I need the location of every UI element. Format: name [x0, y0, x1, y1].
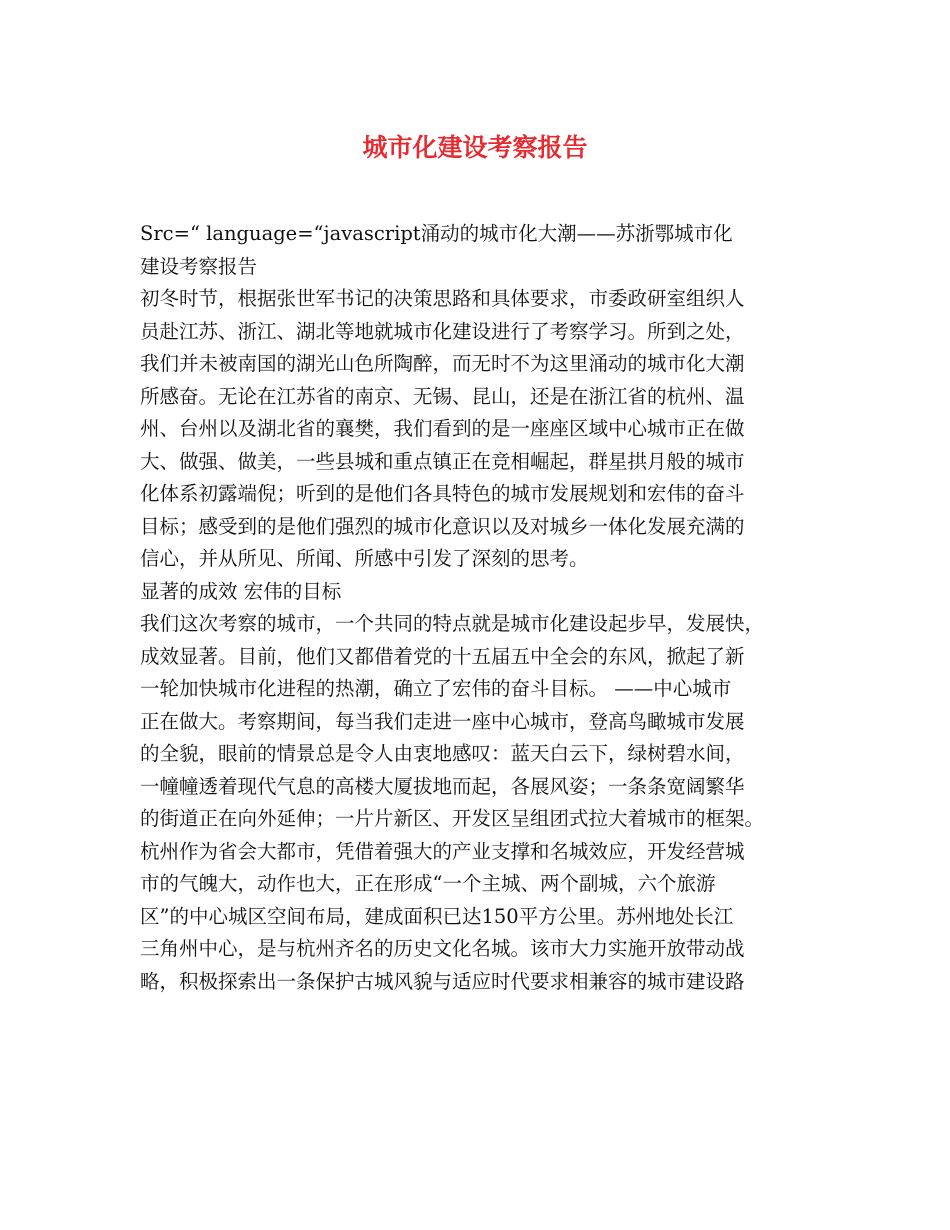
body-line: 所感奋。无论在江苏省的南京、无锡、昆山，还是在浙江省的杭州、温	[140, 384, 745, 408]
body-line: 杭州作为省会大都市，凭借着强大的产业支撑和名城效应，开发经营城	[140, 839, 745, 863]
body-line: 三角州中心，是与杭州齐名的历史文化名城。该市大力实施开放带动战	[140, 937, 745, 960]
body-line: 的街道正在向外延伸；一片片新区、开发区呈组团式拉大着城市的框架。	[140, 807, 765, 830]
body-line: 目标；感受到的是他们强烈的城市化意识以及对城乡一体化发展充满的	[140, 514, 745, 538]
body-line: 化体系初露端倪；听到的是他们各具特色的城市发展规划和宏伟的奋斗	[140, 482, 745, 505]
body-line: 员赴江苏、浙江、湖北等地就城市化建设进行了考察学习。所到之处，	[140, 319, 745, 343]
body-line: 的全貌，眼前的情景总是令人由衷地感叹：蓝天白云下，绿树碧水间，	[140, 742, 745, 765]
body-line: 区”的中心城区空间布局，建成面积已达150平方公里。苏州地处长江	[140, 904, 734, 928]
body-line: 成效显著。目前，他们又都借着党的十五届五中全会的东风，掀起了新	[140, 644, 745, 668]
body-line: 大、做强、做美，一些县城和重点镇正在竞相崛起，群星拱月般的城市	[140, 449, 745, 473]
body-line: 我们这次考察的城市，一个共同的特点就是城市化建设起步早，发展快，	[140, 612, 765, 635]
body-line: 正在做大。考察期间，每当我们走进一座中心城市，登高鸟瞰城市发展	[140, 709, 745, 733]
body-line: 初冬时节，根据张世军书记的决策思路和具体要求，市委政研室组织人	[140, 287, 745, 310]
document-title: 城市化建设考察报告	[362, 133, 588, 162]
section-heading: 显著的成效 宏伟的目标	[140, 579, 342, 603]
body-line: 信心，并从所见、所闻、所感中引发了深刻的思考。	[140, 547, 589, 570]
body-line: 我们并未被南国的湖光山色所陶醉，而无时不为这里涌动的城市化大潮	[140, 352, 745, 375]
body-line: 略，积极探索出一条保护古城风貌与适应时代要求相兼容的城市建设路	[140, 969, 745, 993]
document-body	[140, 218, 820, 998]
body-line: 州、台州以及湖北省的襄樊，我们看到的是一座座区域中心城市正在做	[140, 417, 745, 440]
body-line: 一轮加快城市化进程的热潮，确立了宏伟的奋斗目标。 ——中心城市	[140, 677, 732, 700]
body-line: 市的气魄大，动作也大，正在形成“一个主城、两个副城，六个旅游	[140, 872, 716, 895]
body-line: 一幢幢透着现代气息的高楼大厦拔地而起，各展风姿；一条条宽阔繁华	[140, 774, 745, 798]
body-line: Src=“ language=“javascript涌动的城市化大潮——苏浙鄂城市化	[140, 222, 733, 245]
body-line: 建设考察报告	[140, 254, 258, 278]
